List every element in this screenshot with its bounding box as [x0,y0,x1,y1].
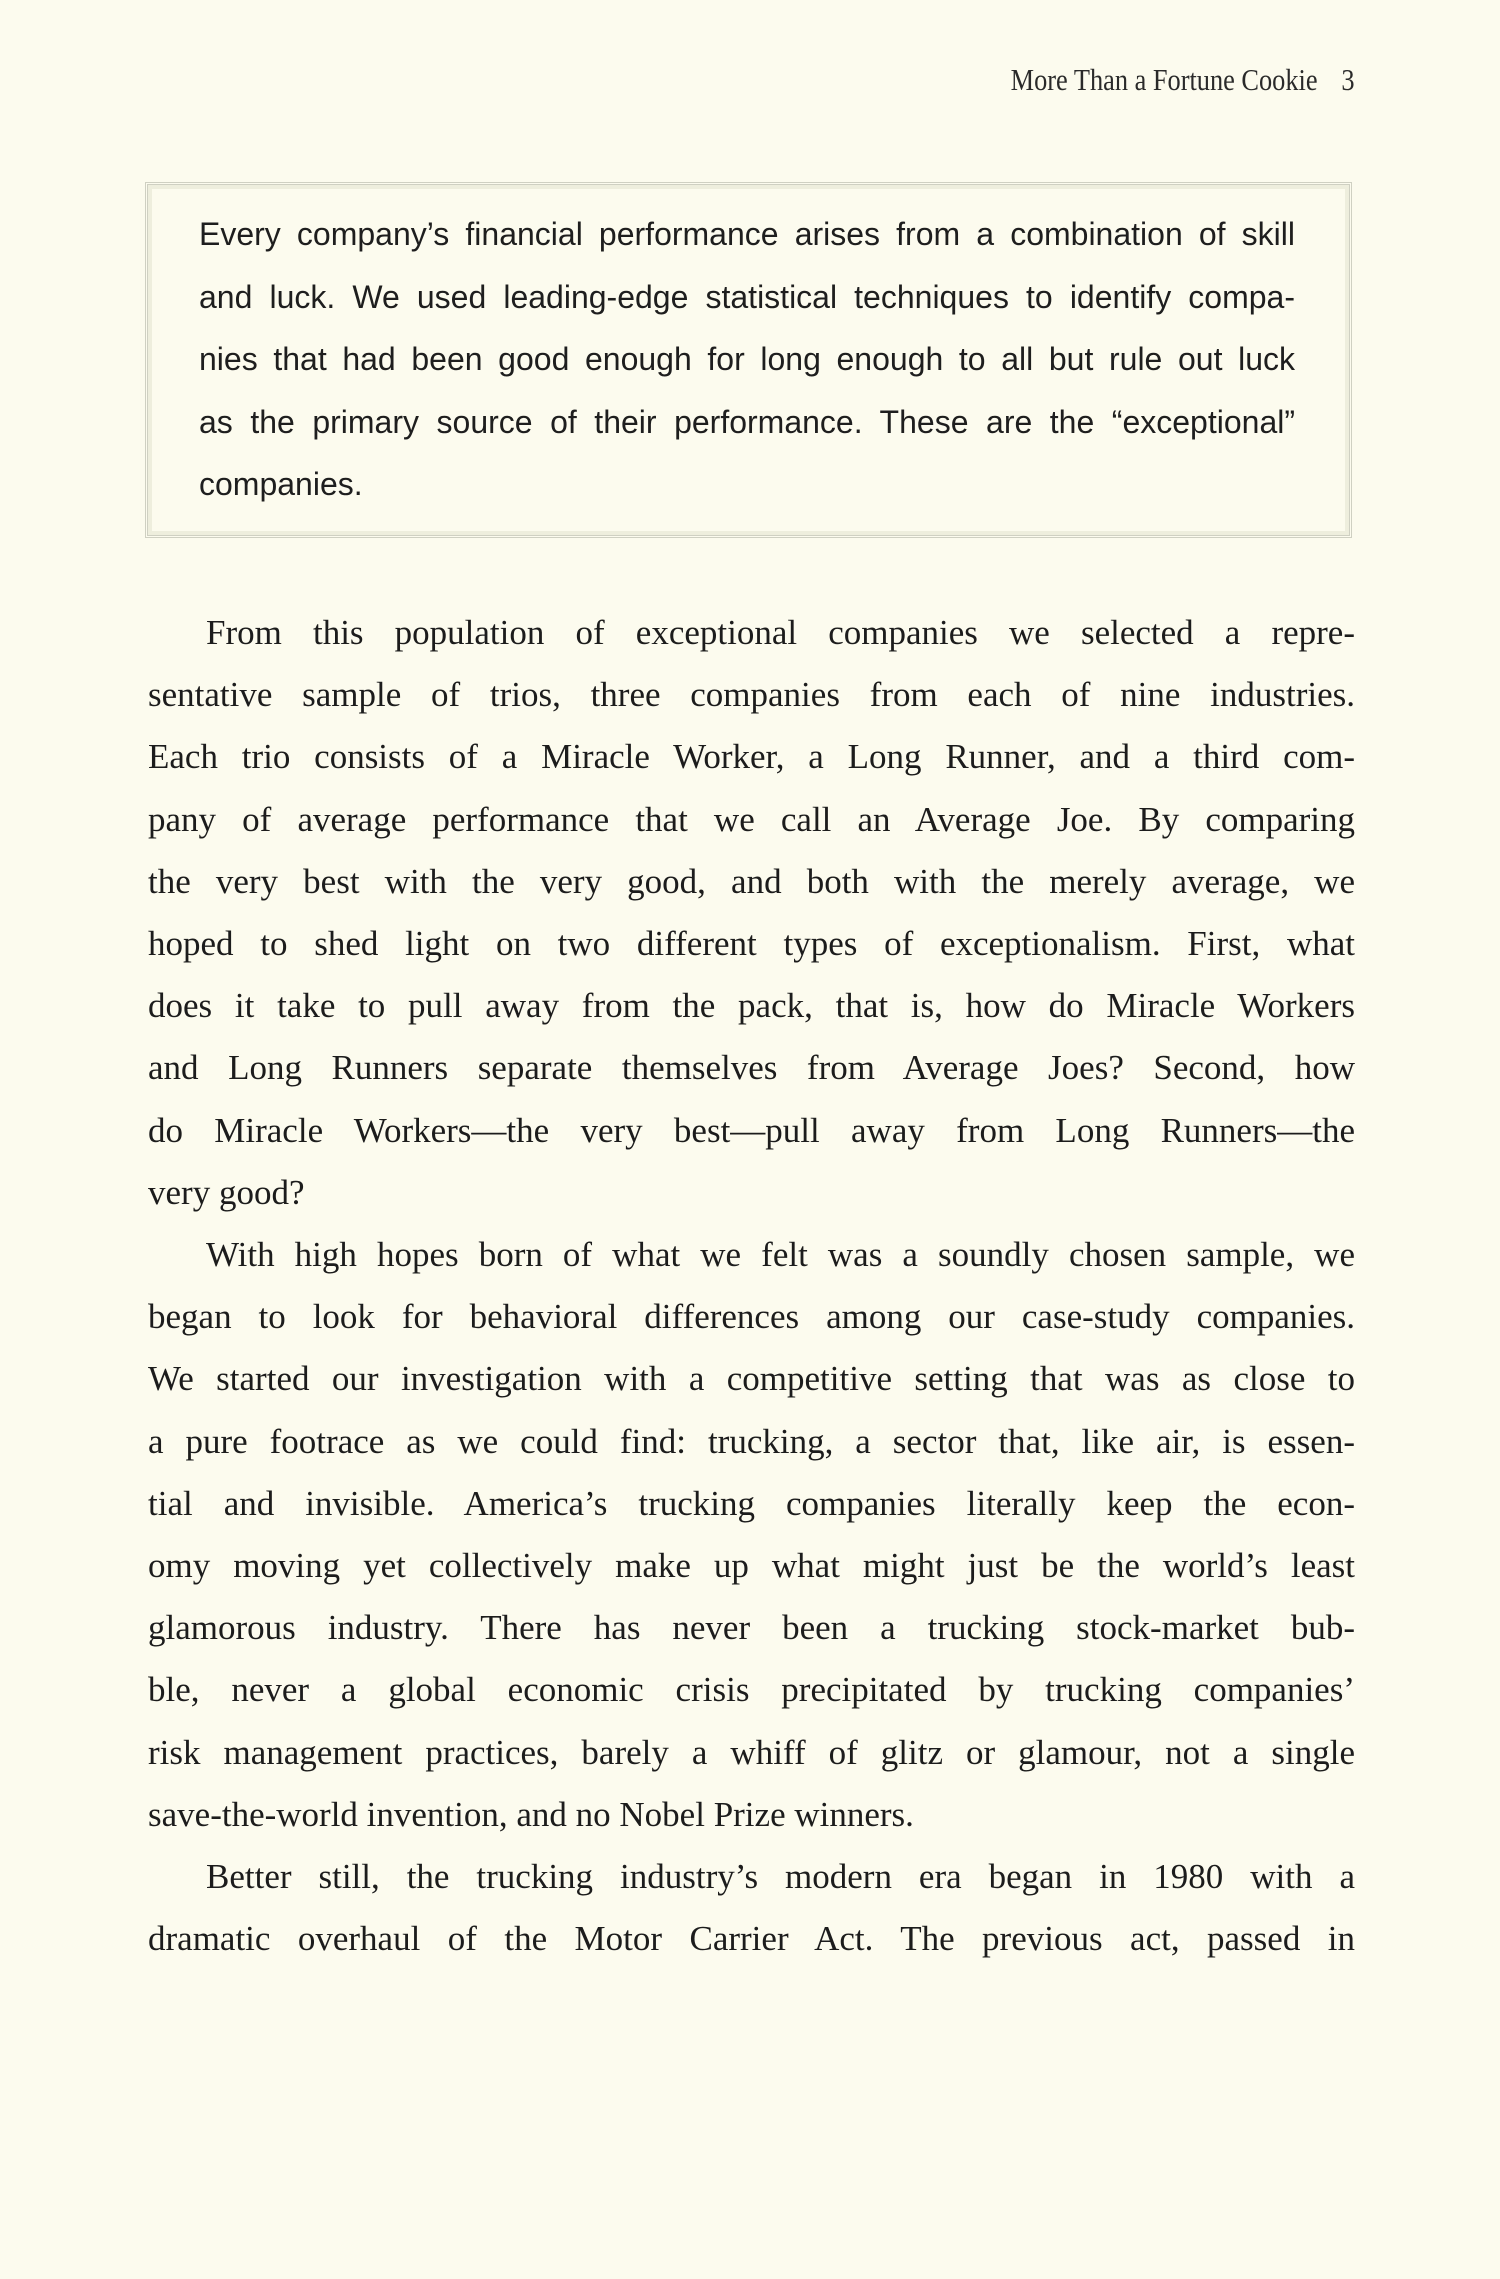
text-line: very good? [148,1172,305,1212]
callout-line: Every company’s financial performance arises from a combination of skill [199,216,1295,252]
callout-line: and luck. We used leading-edge statistical techniques to identify compa- [199,278,1295,315]
text-line: ble, never a global economic crisis precipitated by trucking companies’ [148,1670,1355,1710]
callout-line: companies. [199,466,363,502]
callout-line: as the primary source of their performance. These are the “exceptional” [199,403,1295,440]
page-number: 3 [1341,62,1355,97]
paragraph-3 [148,1846,1355,1970]
running-title: More Than a Fortune Cookie [1011,62,1319,97]
text-line: tial and invisible. America’s trucking companies literally keep the econ- [148,1483,1355,1523]
text-line: With high hopes born of what we felt was a soundly chosen sample, we [206,1235,1355,1275]
text-line: began to look for behavioral differences among our case-study companies. [148,1297,1355,1337]
text-line: dramatic overhaul of the Motor Carrier Act. The previous act, passed in [148,1919,1355,1959]
text-line: the very best with the very good, and both with the merely average, we [148,861,1355,901]
callout-text [199,203,1295,516]
callout-line: nies that had been good enough for long enough to all but rule out luck [199,341,1295,377]
text-line: does it take to pull away from the pack, that is, how do Miracle Workers [148,986,1355,1026]
text-line: do Miracle Workers—the very best—pull away from Long Runners—the [148,1110,1355,1150]
text-line: glamorous industry. There has never been a trucking stock-market bub- [148,1608,1355,1648]
text-line: omy moving yet collectively make up what might just be the world’s least [148,1546,1355,1586]
paragraph-2 [148,1224,1355,1846]
text-line: a pure footrace as we could find: trucking, a sector that, like air, is essen- [148,1421,1355,1461]
text-line: From this population of exceptional companies we selected a repre- [206,613,1355,652]
text-line: risk management practices, barely a whiff of glitz or glamour, not a single [148,1732,1355,1772]
text-line: hoped to shed light on two different types of exceptionalism. First, what [148,924,1355,964]
text-line: save-the-world invention, and no Nobel Prize winners. [148,1794,914,1834]
text-line: pany of average performance that we call an Average Joe. By comparing [148,799,1355,839]
text-line: Better still, the trucking industry’s modern era began in 1980 with a [206,1857,1355,1897]
body-text [148,602,1355,1970]
paragraph-1 [148,602,1355,1224]
text-line: and Long Runners separate themselves from Average Joes? Second, how [148,1048,1355,1088]
text-line: We started our investigation with a competitive setting that was as close to [148,1359,1355,1399]
running-header [1011,62,1355,98]
text-line: sentative sample of trios, three companies from each of nine industries. [148,675,1355,715]
text-line: Each trio consists of a Miracle Worker, a Long Runner, and a third com- [148,737,1355,777]
